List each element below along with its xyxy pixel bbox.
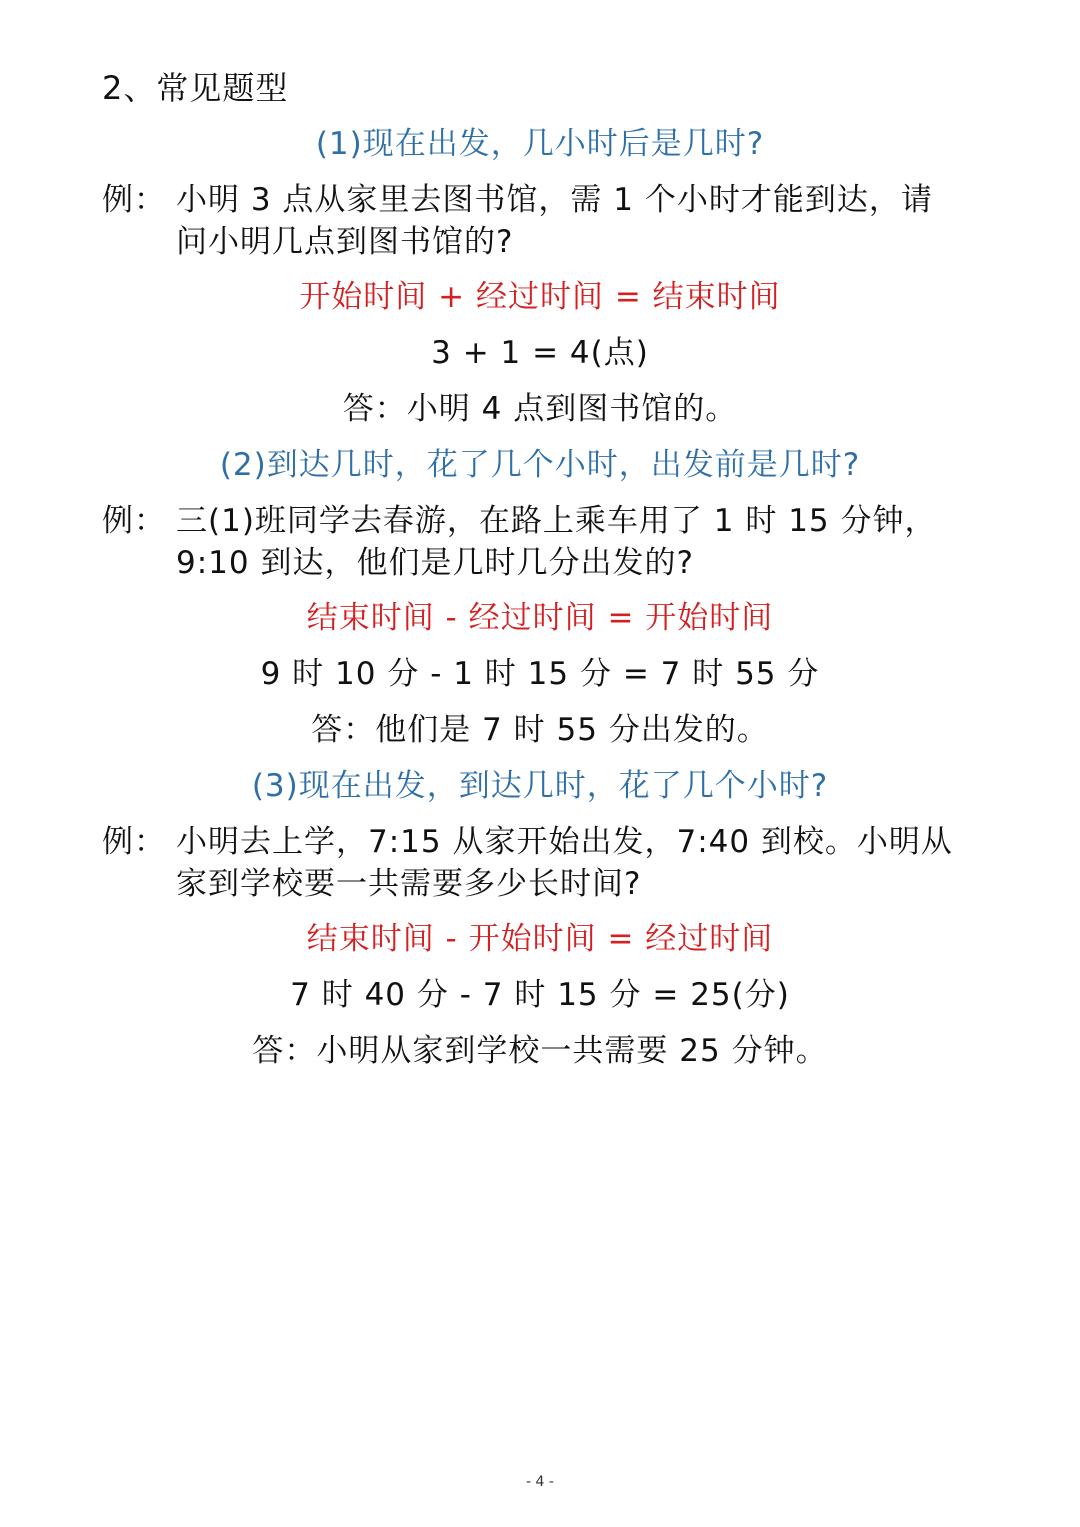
problem-2-subtitle: (2)到达几时，花了几个小时，出发前是几时? bbox=[219, 447, 861, 483]
problem-2-example-line-2: 9:10 到达，他们是几时几分出发的? bbox=[176, 545, 694, 581]
problem-1-example-line-2: 问小明几点到图书馆的? bbox=[176, 224, 514, 260]
problem-1-answer: 答：小明 4 点到图书馆的。 bbox=[342, 391, 738, 427]
problem-2-example-line-1: 三(1)班同学去春游，在路上乘车用了 1 时 15 分钟， bbox=[176, 503, 937, 539]
problem-3-example-line-1: 小明去上学，7:15 从家开始出发，7:40 到校。小明从 bbox=[176, 824, 953, 860]
problem-3-example-label: 例： bbox=[102, 824, 166, 860]
problem-2-answer: 答：他们是 7 时 55 分出发的。 bbox=[311, 712, 769, 748]
problem-3-subtitle: (3)现在出发，到达几时，花了几个小时? bbox=[251, 768, 829, 804]
problem-1-example-label: 例： bbox=[102, 182, 166, 218]
problem-1-formula: 开始时间 + 经过时间 = 结束时间 bbox=[299, 279, 781, 315]
problem-2-formula: 结束时间 - 经过时间 = 开始时间 bbox=[306, 600, 774, 636]
problem-3-example-line-2: 家到学校要一共需要多少长时间? bbox=[176, 866, 642, 902]
problem-3-calculation: 7 时 40 分 - 7 时 15 分 = 25(分) bbox=[290, 977, 790, 1013]
page-number: - 4 - bbox=[526, 1474, 554, 1490]
problem-1-subtitle: (1)现在出发，几小时后是几时? bbox=[315, 126, 765, 162]
problem-2-calculation: 9 时 10 分 - 1 时 15 分 = 7 时 55 分 bbox=[260, 656, 820, 692]
problem-2-example-label: 例： bbox=[102, 503, 166, 539]
problem-3-formula: 结束时间 - 开始时间 = 经过时间 bbox=[306, 921, 774, 957]
section-heading: 2、常见题型 bbox=[102, 69, 289, 107]
problem-1-calculation: 3 + 1 = 4(点) bbox=[431, 335, 649, 371]
problem-1-example-line-1: 小明 3 点从家里去图书馆，需 1 个小时才能到达，请 bbox=[176, 182, 933, 218]
problem-3-answer: 答：小明从家到学校一共需要 25 分钟。 bbox=[252, 1033, 828, 1069]
